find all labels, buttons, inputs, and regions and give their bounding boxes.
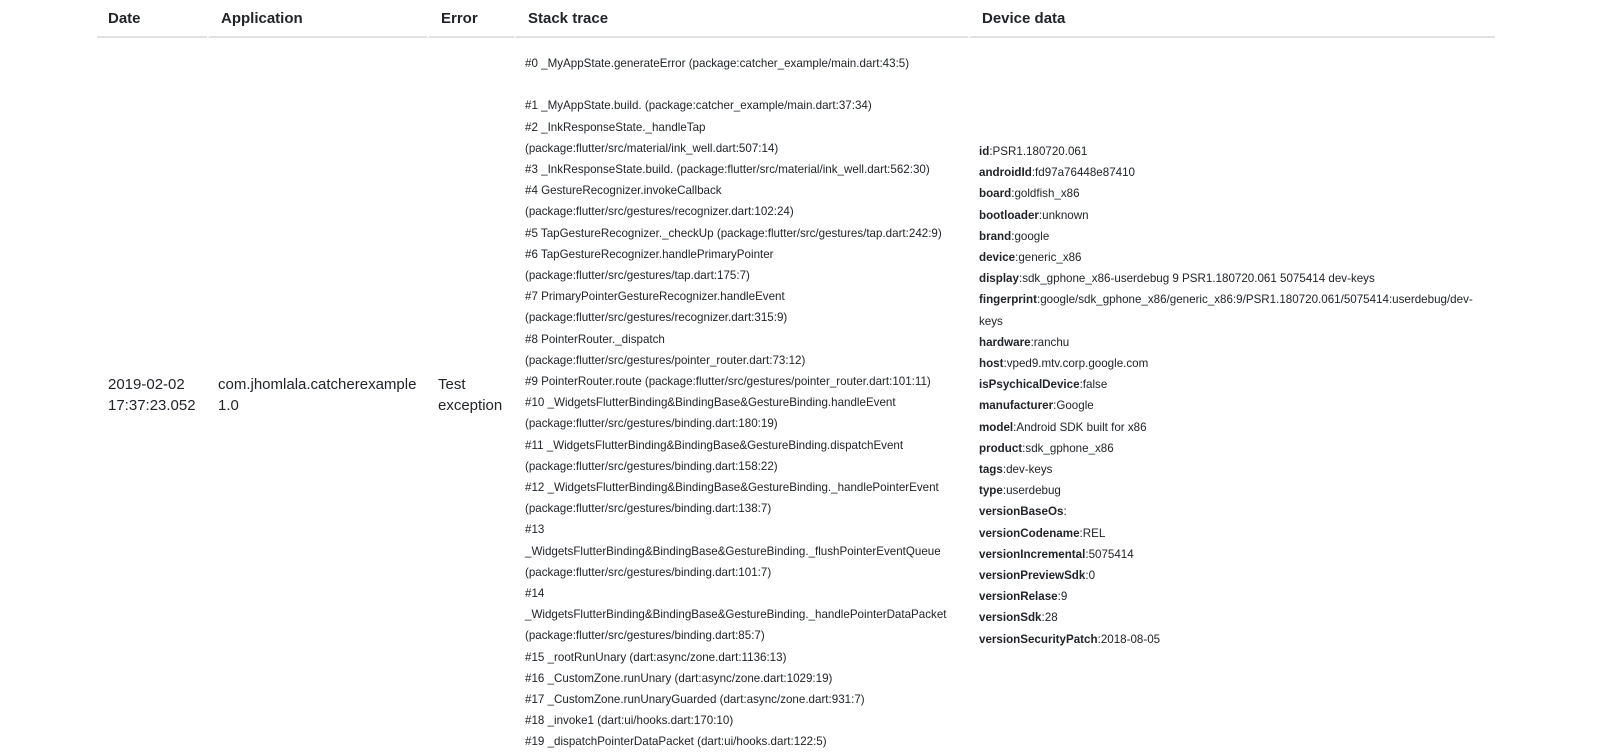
device-data-key: fingerprint	[979, 293, 1037, 307]
stack-trace-line: #4 GestureRecognizer.invokeCallback	[525, 184, 722, 198]
stack-trace-line: (package:flutter/src/gestures/recognizer.dart:102:24)	[525, 205, 794, 219]
stack-trace-line: #13	[525, 523, 545, 537]
device-data-item	[979, 480, 1484, 501]
stack-trace-line: _WidgetsFlutterBinding&BindingBase&GestureBinding._flushPointerEventQueue	[525, 544, 941, 558]
header-date: Date	[97, 0, 207, 38]
stack-trace-line: (package:flutter/src/gestures/binding.dart:85:7)	[525, 629, 765, 643]
device-data-value: 2018-08-05	[1100, 632, 1161, 646]
device-data-key: model	[979, 420, 1014, 434]
device-data-value: PSR1.180720.061	[992, 144, 1088, 158]
device-data-value: fd97a76448e87410	[1035, 166, 1135, 180]
stack-trace-line: (package:flutter/src/gestures/tap.dart:175:7)	[525, 269, 750, 283]
device-data-value: generic_x86	[1018, 250, 1082, 264]
device-data-separator: :	[1085, 568, 1089, 582]
device-data-key: tags	[979, 462, 1003, 476]
stack-trace-line: (package:flutter/src/gestures/recognizer.dart:315:9)	[525, 311, 788, 325]
stack-trace-line: (package:flutter/src/gestures/binding.dart:180:19)	[525, 417, 778, 431]
device-data-item	[979, 586, 1484, 607]
device-data-item	[979, 565, 1484, 586]
device-data-separator: :	[1079, 378, 1083, 392]
app-version: 1.0	[218, 397, 239, 415]
device-data-key: isPsychicalDevice	[979, 378, 1080, 392]
stack-trace-line: #10 _WidgetsFlutterBinding&BindingBase&GestureBinding.handleEvent	[525, 396, 896, 410]
device-data-item	[979, 417, 1484, 438]
device-data-separator: :	[1079, 526, 1083, 540]
device-data-key: versionBaseOs	[979, 505, 1064, 519]
device-data-key: type	[979, 484, 1003, 498]
device-data-separator: :	[1002, 462, 1007, 476]
device-data-value: 5075414	[1088, 547, 1134, 561]
device-data-key: device	[979, 250, 1016, 264]
device-data-separator: :	[1022, 441, 1026, 455]
header-application: Application	[207, 0, 427, 38]
header-error: Error	[427, 0, 514, 38]
stack-trace-line: #18 _invoke1 (dart:ui/hooks.dart:170:10)	[525, 714, 734, 728]
device-data-item	[979, 162, 1484, 183]
device-data-key: versionRelase	[979, 590, 1058, 604]
device-data-value: vped9.mtv.corp.google.com	[1006, 356, 1149, 370]
device-data-value: 28	[1044, 611, 1058, 625]
device-data-list	[979, 141, 1484, 650]
device-data-item	[979, 459, 1484, 480]
device-data-key: id	[979, 144, 990, 158]
device-data-separator: :	[1002, 484, 1007, 498]
device-data-value: keys	[979, 314, 1003, 328]
device-data-separator: :	[1053, 399, 1057, 413]
device-data-key: product	[979, 441, 1023, 455]
device-data-item	[979, 501, 1484, 522]
error-text-line1: Test	[438, 376, 466, 394]
device-data-item	[979, 311, 1484, 332]
device-data-item	[979, 395, 1484, 416]
device-data-key: versionSdk	[979, 611, 1042, 625]
device-data-key: versionCodename	[979, 526, 1080, 540]
device-data-item	[979, 438, 1484, 459]
stack-trace-line: #17 _CustomZone.runUnaryGuarded (dart:async/zone.dart:931:7)	[525, 693, 865, 707]
error-cell	[427, 38, 514, 753]
device-data-value: sdk_gphone_x86	[1025, 441, 1114, 455]
stack-trace-spacer	[525, 74, 957, 95]
device-data-separator: :	[1018, 272, 1023, 286]
device-data-separator: :	[1063, 505, 1067, 519]
device-data-separator: :	[1038, 208, 1043, 222]
device-data-separator: :	[989, 144, 993, 158]
device-data-value: sdk_gphone_x86-userdebug 9 PSR1.180720.061 5075414 dev-keys	[1022, 272, 1375, 286]
stack-trace-line: #6 TapGestureRecognizer.handlePrimaryPointer	[525, 247, 774, 261]
stack-trace-line: #11 _WidgetsFlutterBinding&BindingBase&GestureBinding.dispatchEvent	[525, 438, 904, 452]
stack-trace-line: #16 _CustomZone.runUnary (dart:async/zone.dart:1029:19)	[525, 671, 833, 685]
time-value: 17:37:23.052	[108, 397, 196, 415]
stack-trace-line: #0 _MyAppState.generateError (package:catcher_example/main.dart:43:5)	[525, 57, 910, 70]
stack-trace-line: #5 TapGestureRecognizer._checkUp (package:flutter/src/gestures/tap.dart:242:9)	[525, 226, 942, 240]
error-text-line2: exception	[438, 397, 503, 415]
device-data-separator: :	[1011, 187, 1015, 201]
table-row	[97, 38, 1495, 753]
device-data-value: goldfish_x86	[1014, 187, 1080, 201]
header-stack-trace: Stack trace	[514, 0, 968, 38]
device-data-key: versionPreviewSdk	[979, 568, 1086, 582]
device-data-item	[979, 205, 1484, 226]
device-data-cell	[968, 38, 1495, 753]
stack-trace-line: #15 _rootRunUnary (dart:async/zone.dart:1136:13)	[525, 650, 787, 664]
device-data-value: REL	[1082, 526, 1106, 540]
device-data-value: 0	[1088, 568, 1096, 582]
device-data-item	[979, 247, 1484, 268]
device-data-separator: :	[1031, 166, 1036, 180]
device-data-key: hardware	[979, 335, 1031, 349]
application-cell	[207, 38, 427, 753]
error-report-table	[97, 0, 1495, 753]
stack-trace-line: #7 PrimaryPointerGestureRecognizer.handleEvent	[525, 290, 785, 304]
device-data-item	[979, 289, 1484, 310]
stack-trace-line: (package:flutter/src/gestures/binding.dart:158:22)	[525, 459, 778, 473]
stack-trace-line: #2 _InkResponseState._handleTap	[525, 120, 706, 134]
device-data-key: androidId	[979, 166, 1032, 180]
device-data-item	[979, 523, 1484, 544]
device-data-separator: :	[1085, 547, 1089, 561]
device-data-item	[979, 629, 1484, 650]
device-data-key: brand	[979, 229, 1012, 243]
device-data-item	[979, 226, 1484, 247]
device-data-value: google/sdk_gphone_x86/generic_x86:9/PSR1.180720.061/5075414:userdebug/dev-	[1040, 293, 1473, 307]
device-data-separator: :	[1013, 420, 1017, 434]
device-data-value: Google	[1056, 399, 1094, 413]
device-data-separator: :	[1003, 356, 1007, 370]
device-data-item	[979, 374, 1484, 395]
report-container	[97, 0, 1495, 753]
device-data-value: false	[1082, 378, 1108, 392]
device-data-key: versionIncremental	[979, 547, 1086, 561]
device-data-separator: :	[1015, 250, 1019, 264]
stack-trace-line: (package:flutter/src/material/ink_well.dart:507:14)	[525, 141, 779, 155]
stack-trace-line: #19 _dispatchPointerDataPacket (dart:ui/hooks.dart:122:5)	[525, 735, 827, 749]
stack-trace-line: #9 PointerRouter.route (package:flutter/src/gestures/pointer_router.dart:101:11)	[525, 375, 931, 389]
device-data-item	[979, 332, 1484, 353]
device-data-value: google	[1014, 229, 1050, 243]
device-data-item	[979, 607, 1484, 628]
date-value: 2019-02-02	[108, 376, 185, 394]
stack-trace-line: _WidgetsFlutterBinding&BindingBase&GestureBinding._handlePointerDataPacket	[525, 608, 947, 622]
table-header-row	[97, 0, 1495, 38]
stack-trace-line: (package:flutter/src/gestures/binding.dart:101:7)	[525, 565, 772, 579]
device-data-key: host	[979, 356, 1004, 370]
device-data-separator: :	[1057, 590, 1061, 604]
device-data-key: versionSecurityPatch	[979, 632, 1098, 646]
stack-trace-lines	[525, 95, 957, 752]
device-data-separator: :	[1011, 229, 1015, 243]
stack-trace-line: #1 _MyAppState.build. (package:catcher_example/main.dart:37:34)	[525, 99, 872, 113]
stack-trace-line: #3 _InkResponseState.build. (package:flutter/src/material/ink_well.dart:562:30)	[525, 163, 930, 176]
device-data-separator: :	[1030, 335, 1034, 349]
device-data-value: userdebug	[1006, 484, 1061, 498]
device-data-key: bootloader	[979, 208, 1039, 222]
app-name: com.jhomlala.catcherexample	[218, 376, 417, 394]
device-data-value: 9	[1060, 590, 1068, 604]
date-cell	[97, 38, 207, 753]
header-device-data: Device data	[968, 0, 1495, 38]
device-data-item	[979, 183, 1484, 204]
stack-trace-line: (package:flutter/src/gestures/pointer_router.dart:73:12)	[525, 353, 806, 367]
device-data-value: dev-keys	[1006, 462, 1053, 476]
device-data-value: Android SDK built for x86	[1016, 420, 1147, 434]
device-data-item	[979, 268, 1484, 289]
stack-trace-line: #12 _WidgetsFlutterBinding&BindingBase&GestureBinding._handlePointerEvent	[525, 481, 939, 495]
device-data-separator: :	[1041, 611, 1045, 625]
device-data-key: manufacturer	[979, 399, 1054, 413]
device-data-separator: :	[1097, 632, 1101, 646]
device-data-key: board	[979, 187, 1012, 201]
stack-trace-cell	[514, 38, 968, 753]
device-data-item	[979, 544, 1484, 565]
device-data-separator: :	[1036, 293, 1041, 307]
device-data-value: ranchu	[1033, 335, 1070, 349]
stack-trace-line: (package:flutter/src/gestures/binding.dart:138:7)	[525, 502, 772, 516]
device-data-key: display	[979, 272, 1019, 286]
device-data-item	[979, 353, 1484, 374]
device-data-item	[979, 141, 1484, 162]
stack-trace-line: #8 PointerRouter._dispatch	[525, 332, 665, 346]
device-data-value: unknown	[1042, 208, 1089, 222]
stack-trace-line: #14	[525, 587, 545, 601]
